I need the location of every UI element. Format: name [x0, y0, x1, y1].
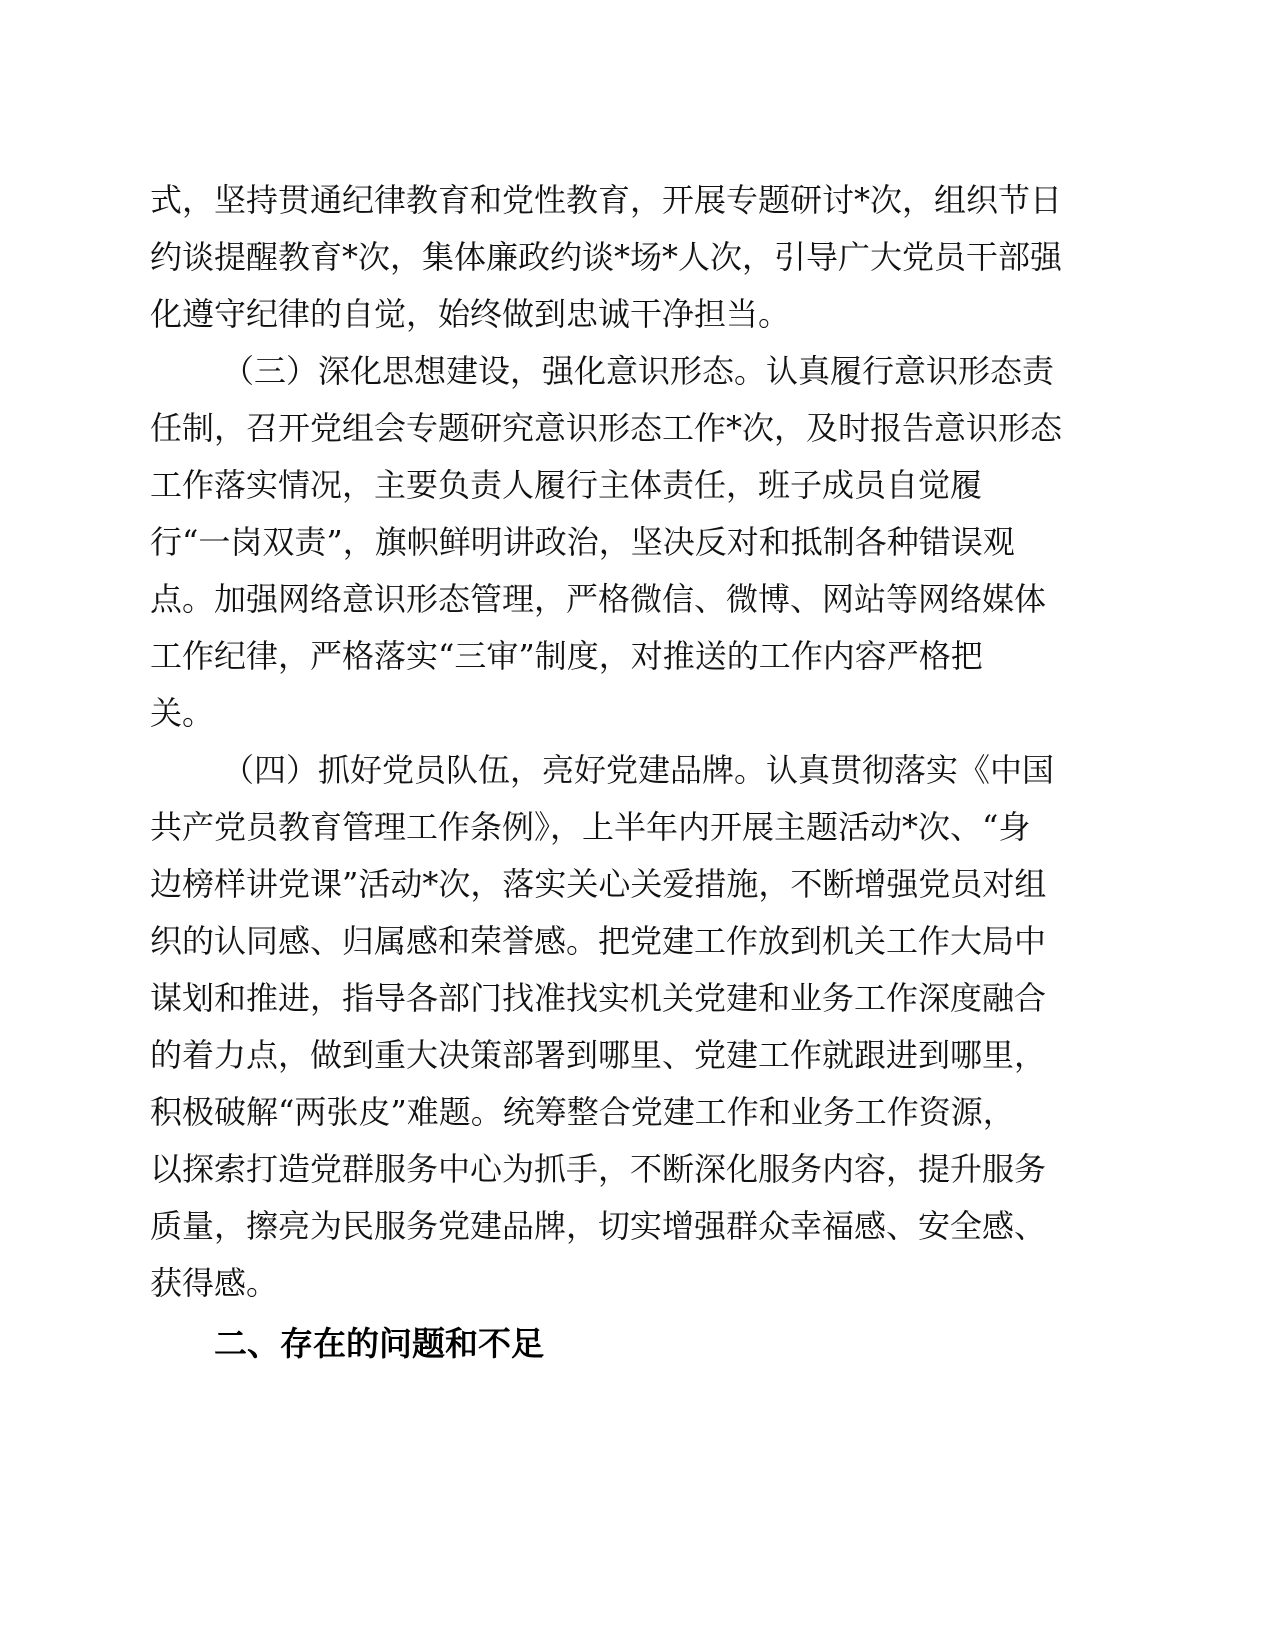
text-line: 行“一岗双责”，旗帜鲜明讲政治，坚决反对和抵制各种错误观 — [150, 523, 1015, 561]
text-line: 点。加强网络意识形态管理，严格微信、微博、网站等网络媒体 — [150, 580, 1047, 618]
text-line: 式，坚持贯通纪律教育和党性教育，开展专题研讨*次，组织节日 — [150, 181, 1063, 219]
subsection-heading-three: （三）深化思想建设，强化意识形态。认真履行意识形态责 — [222, 352, 1055, 390]
text-line: 边榜样讲党课”活动*次，落实关心关爱措施，不断增强党员对组 — [150, 865, 1047, 903]
text-line: 获得感。 — [150, 1264, 279, 1302]
text-line: 工作落实情况，主要负责人履行主体责任，班子成员自觉履 — [150, 466, 983, 504]
text-line: 关。 — [150, 694, 215, 732]
text-line: 任制，召开党组会专题研究意识形态工作*次，及时报告意识形态 — [150, 409, 1063, 447]
text-line: 以探索打造党群服务中心为抓手，不断深化服务内容，提升服务 — [150, 1150, 1047, 1188]
section-heading: 二、存在的问题和不足 — [214, 1324, 544, 1363]
text-line: 约谈提醒教育*次，集体廉政约谈*场*人次，引导广大党员干部强 — [150, 238, 1063, 276]
text-line: 积极破解“两张皮”难题。统筹整合党建工作和业务工作资源， — [150, 1093, 1015, 1131]
text-line: 工作纪律，严格落实“三审”制度，对推送的工作内容严格把 — [150, 637, 983, 675]
subsection-heading-four: （四）抓好党员队伍，亮好党建品牌。认真贯彻落实《中国 — [222, 751, 1055, 789]
text-line: 谋划和推进，指导各部门找准找实机关党建和业务工作深度融合 — [150, 979, 1047, 1017]
text-line: 化遵守纪律的自觉，始终做到忠诚干净担当。 — [150, 295, 791, 333]
text-line: 织的认同感、归属感和荣誉感。把党建工作放到机关工作大局中 — [150, 922, 1047, 960]
text-line: 质量，擦亮为民服务党建品牌，切实增强群众幸福感、安全感、 — [150, 1207, 1047, 1245]
text-line: 共产党员教育管理工作条例》，上半年内开展主题活动*次、“身 — [150, 808, 1031, 846]
text-line: 的着力点，做到重大决策部署到哪里、党建工作就跟进到哪里， — [150, 1036, 1047, 1074]
